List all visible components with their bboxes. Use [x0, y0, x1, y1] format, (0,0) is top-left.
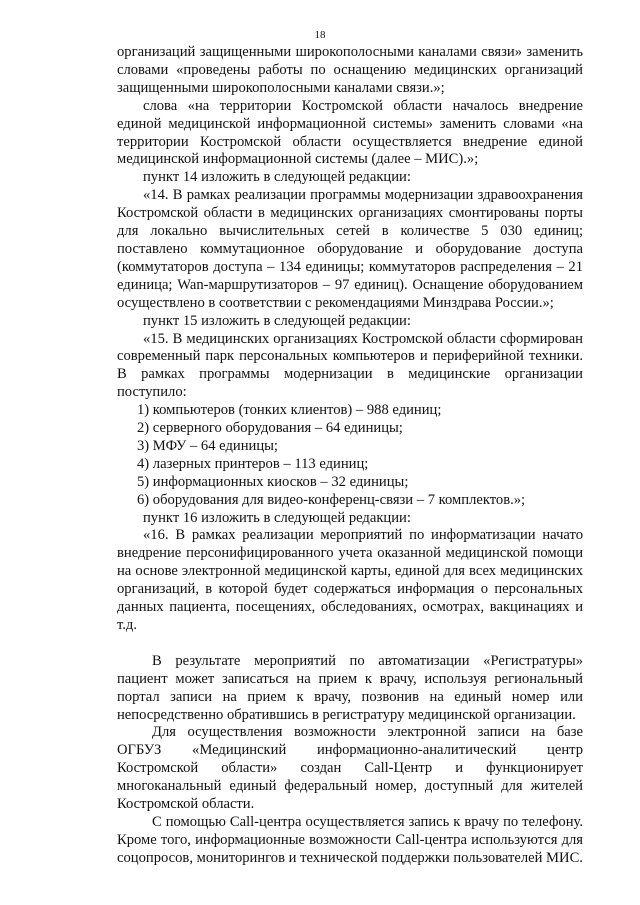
paragraph-2: слова «на территории Костромской области началось внедрение единой медицинской информационной системы» заменить словами «на территории Костромской области осуществляется внедрение единой медицинской информационной системы (далее – МИС).»;: [117, 97, 583, 168]
page-number: 18: [314, 29, 326, 41]
paragraph-11: С помощью Call-центра осуществляется запись к врачу по телефону. Кроме того, информационные возможности Call-центра используются для соцопросов, мониторингов и технической поддержки пользователей МИС.: [117, 813, 583, 866]
document-body: [117, 44, 583, 868]
paragraph-10: Для осуществления возможности электронной записи на базе ОГБУЗ «Медицинский информационно-аналитический центр Костромской области» создан Call-Центр и функционирует многоканальный единый федеральный номер, доступный для жителей Костромской области.: [117, 724, 583, 813]
list-item: 1) компьютеров (тонких клиентов) – 988 единиц;: [137, 402, 442, 419]
paragraph-3: пункт 14 изложить в следующей редакции:: [143, 169, 411, 186]
paragraph-6: «15. В медицинских организациях Костромской области сформирован современный парк персональных компьютеров и периферийной техники. В рамках программы модернизации в медицинские организации поступило:: [117, 330, 583, 401]
list-item: 5) информационных киосков – 32 единицы;: [137, 473, 409, 490]
list-item: 2) серверного оборудования – 64 единицы;: [137, 420, 403, 437]
paragraph-7: пункт 16 изложить в следующей редакции:: [143, 509, 411, 526]
list-item: 4) лазерных принтеров – 113 единиц;: [137, 455, 369, 472]
list-item: 3) МФУ – 64 единицы;: [137, 437, 278, 454]
paragraph-5: пункт 15 изложить в следующей редакции:: [143, 312, 411, 329]
paragraph-4: «14. В рамках реализации программы модернизации здравоохранения Костромской области в медицинских организациях смонтированы порты для локально вычислительных сетей в количестве 5 030 единиц; поставлено коммутационное оборудование и оборудование доступа (коммутаторов доступа – 134 единицы; коммутаторов распределения – 21 единица; Wan-маршрутизаторов – 97 единиц). Оснащение оборудованием осуществлено в соответствии с рекомендациями Минздрава России.»;: [117, 187, 583, 311]
list-item: 6) оборудования для видео-конференц-связи – 7 комплектов.»;: [137, 491, 526, 508]
paragraph-1: организаций защищенными широкополосными каналами связи» заменить словами «проведены работы по оснащению медицинских организаций защищенными широкополосными каналами связи.»;: [117, 44, 583, 96]
paragraph-9: В результате мероприятий по автоматизации «Регистратуры» пациент может записаться на прием к врачу, используя региональный портал записи на прием к врачу, позвонив на единый номер или непосредственно обратившись в регистратуру медицинской организации.: [117, 652, 583, 723]
equipment-list: [117, 402, 583, 509]
paragraph-8: «16. В рамках реализации мероприятий по информатизации начато внедрение персонифицированного учета оказанной медицинской помощи на основе электронной медицинской карты, единой для всех медицинских организаций, в которой будет содержаться информация о персональных данных пациента, посещениях, обследованиях, осмотрах, вакцинациях и т.д.: [117, 527, 583, 633]
